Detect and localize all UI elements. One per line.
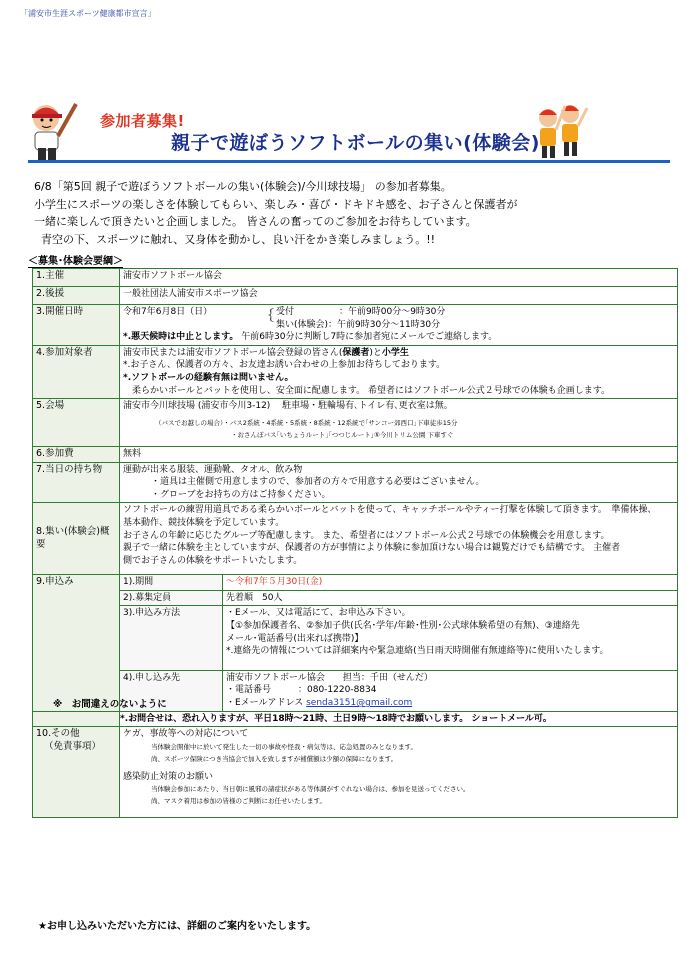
overview-line: お子さんの年齢に応じたグループ等配慮します。 また、希望者にはソフトボール公式２号球での体験機会を用意します。 bbox=[123, 530, 610, 541]
row-label: 8.集い(体験会)概要 bbox=[33, 503, 120, 575]
gathering-time: 集い(体験会)：午前9時30分～11時30分 bbox=[276, 319, 441, 330]
row-label: 5.会場 bbox=[33, 399, 120, 447]
overview-line: 側でお子さんの体験をサポートいたします。 bbox=[123, 555, 303, 566]
table-row bbox=[33, 345, 678, 398]
table-row bbox=[33, 590, 678, 606]
intro-line: 6/8「第5回 親子で遊ぼうソフトボールの集い(体験会)/今川球技場」 の参加者募集。 bbox=[34, 180, 452, 193]
mistake-warning: ※ お間違えのないように bbox=[53, 698, 167, 710]
other-heading: ケガ、事故等への対応について bbox=[123, 729, 249, 740]
destination-label: 4).申し込み先 bbox=[120, 670, 223, 711]
belongings-line: ・道具は主催側で用意しますので、参加者の方々で用意する必要はございません。 bbox=[151, 477, 485, 488]
row-value bbox=[120, 462, 678, 503]
row-label: 7.当日の持ち物 bbox=[33, 462, 120, 503]
other-heading: 感染防止対策のお願い bbox=[123, 771, 214, 782]
capacity-label: 2).募集定員 bbox=[120, 590, 223, 606]
bracket: ｛ bbox=[261, 309, 275, 324]
row-label: 10.その他 （免責事項） bbox=[33, 727, 120, 818]
guidelines-table bbox=[32, 268, 678, 818]
recruit-heading: 参加者募集! bbox=[100, 112, 185, 130]
bus-access-line: （バスでお越しの場合）・バス2系統・4系統・5系統・8系統・12系統で｢サンコー郊西口｣下車徒歩15分 bbox=[155, 418, 458, 427]
table-row bbox=[33, 503, 678, 575]
table-row bbox=[33, 727, 678, 818]
row-value: 一般社団法人浦安市スポーツ協会 bbox=[120, 287, 678, 305]
reception-time: 受付 ：午前9時00分～9時30分 bbox=[276, 307, 446, 317]
table-row bbox=[33, 305, 678, 346]
row-label: 9.申込み bbox=[33, 575, 120, 711]
header-rule bbox=[28, 160, 670, 163]
intro-text bbox=[34, 178, 518, 248]
period-label: 1).期間 bbox=[120, 575, 223, 591]
table-row bbox=[33, 462, 678, 503]
belongings-line: 運動が出来る服装、運動靴、タオル、飲み物 bbox=[123, 464, 303, 475]
row-value bbox=[120, 305, 678, 346]
event-date: 令和7年6月8日（日） bbox=[123, 307, 213, 317]
row-label: 1.主催 bbox=[33, 269, 120, 287]
section-title: ＜募集･体験会要綱＞ bbox=[28, 256, 123, 267]
method-line: *.連絡先の情報については詳細案内や緊急連絡(当日雨天時開催有無連絡等)に使用いたします。 bbox=[226, 646, 609, 657]
contact-note: *.お問合せは、恐れ入りますが、平日18時～21時、土日9時～18時でお願いします。 ショートメール可。 bbox=[120, 711, 678, 727]
row-label: 2.後援 bbox=[33, 287, 120, 305]
email-link[interactable]: senda3151@gmail.com bbox=[306, 698, 413, 709]
destination-line: ・電話番号 ：080-1220-8834 bbox=[226, 685, 377, 696]
event-title: 親子で遊ぼうソフトボールの集い(体験会) bbox=[171, 132, 540, 154]
other-line: 当体験会開催中に於いて発生した一切の事故や怪我・病気等は、応急処置のみとなります。 bbox=[151, 742, 417, 751]
method-line: メール･電話番号(出来れば携帯)】 bbox=[226, 633, 364, 644]
venue-line: 浦安市今川球技場 (浦安市今川3-12) 駐車場・駐輪場有､トイレ有､更衣室は無。 bbox=[123, 401, 453, 412]
table-row bbox=[33, 287, 678, 305]
destination-value bbox=[223, 670, 678, 711]
row-value bbox=[120, 345, 678, 398]
bus-access-line: ・おさんぽバス｢いちょうルート｣｢つつじルート｣⑤今川トリム公園 下車すぐ bbox=[231, 431, 454, 440]
destination-line: 浦安市ソフトボール協会 担当：千田（せんだ） bbox=[226, 672, 433, 683]
capacity-value: 先着順 50人 bbox=[223, 590, 678, 606]
row-label: 6.参加費 bbox=[33, 446, 120, 462]
other-line: 当体験会参加にあたり、当日朝に風邪の諸症状がある等体調がすぐれない場合は、参加を見送ってください。 bbox=[151, 785, 470, 794]
table-row bbox=[33, 575, 678, 591]
table-row bbox=[33, 606, 678, 670]
intro-line: 小学生にスポーツの楽しさを体験してもらい、楽しみ・喜び・ドキドキ感を、お子さんと保護者が bbox=[34, 197, 518, 211]
softball-batter-illustration bbox=[18, 98, 80, 162]
intro-line: 青空の下、スポーツに触れ、又身体を動かし、良い汗をかき楽しみましょう。!! bbox=[34, 232, 436, 246]
method-line: 【①参加保護者名、②参加子供(氏名･学年/年齢･性別･公式球体験希望の有無)、③連絡先 bbox=[226, 621, 580, 632]
row-label: 3.開催日時 bbox=[33, 305, 120, 346]
overview-line: 親子で一緒に体験を主としていますが、保護者の方が事情により体験に参加頂けない場合は観覧だけでも結構です。 主催者 bbox=[123, 543, 621, 554]
table-row bbox=[33, 269, 678, 287]
target-line: *.お子さん、保護者の方々、お友達お誘い合わせの上参加お待ちしております。 bbox=[123, 360, 446, 371]
table-row bbox=[33, 399, 678, 447]
target-line: *.ソフトボールの経験有無は問いません。 bbox=[123, 372, 294, 383]
table-row bbox=[33, 446, 678, 462]
top-caption: 「浦安市生涯スポーツ健康都市宣言」 bbox=[20, 9, 156, 18]
other-line: 尚、マスク着用は参加の皆様のご判断にお任せいたします。 bbox=[151, 797, 326, 806]
method-label: 3).申込み方法 bbox=[120, 606, 223, 670]
row-value bbox=[120, 727, 678, 818]
period-value: ～令和7年５月30日(金) bbox=[223, 575, 678, 591]
other-line: 尚、スポーツ保険につき当協会で加入を致しますが補償額は少額の保障になります。 bbox=[151, 754, 398, 763]
method-value bbox=[223, 606, 678, 670]
method-line: ・Eメール、又は電話にて、お申込み下さい。 bbox=[226, 608, 411, 619]
destination-email-line: ・Eメールアドレス senda3151@gmail.com bbox=[226, 698, 413, 709]
warning-cell bbox=[33, 698, 167, 727]
intro-line: 一緒に楽しんで頂きたいと企画しました。 皆さんの奮ってのご参加をお待ちしています。 bbox=[34, 215, 477, 228]
overview-line: 基本動作、競技体験を予定しています。 bbox=[123, 517, 285, 528]
overview-line: ソフトボールの練習用道具である柔らかいボールとバットを使って、キャッチボールやティー打撃を体験して頂きます。 準備体操、 bbox=[123, 505, 657, 516]
belongings-line: ・グローブをお持ちの方はご持参ください。 bbox=[151, 489, 331, 500]
row-value bbox=[120, 503, 678, 575]
table-row bbox=[33, 711, 678, 727]
target-line: 柔らかいボールとバットを使用し、安全面に配慮します。 希望者にはソフトボール公式２号球での体験も企画します。 bbox=[123, 385, 611, 396]
row-value bbox=[120, 399, 678, 447]
footer-note: ★お申し込みいただいた方には、詳細のご案内をいたします。 bbox=[38, 921, 317, 932]
row-sublabel: （免責事項） bbox=[44, 740, 102, 752]
row-label: 4.参加対象者 bbox=[33, 345, 120, 398]
target-line: 浦安市民または浦安市ソフトボール協会登録の皆さん(保護者)と小学生 bbox=[123, 347, 409, 358]
row-value: 浦安市ソフトボール協会 bbox=[120, 269, 678, 287]
row-value: 無料 bbox=[120, 446, 678, 462]
weather-note: *.悪天候時は中止とします。 午前6時30分に判断し7時に参加者宛にメールでご連絡します。 bbox=[123, 332, 498, 343]
